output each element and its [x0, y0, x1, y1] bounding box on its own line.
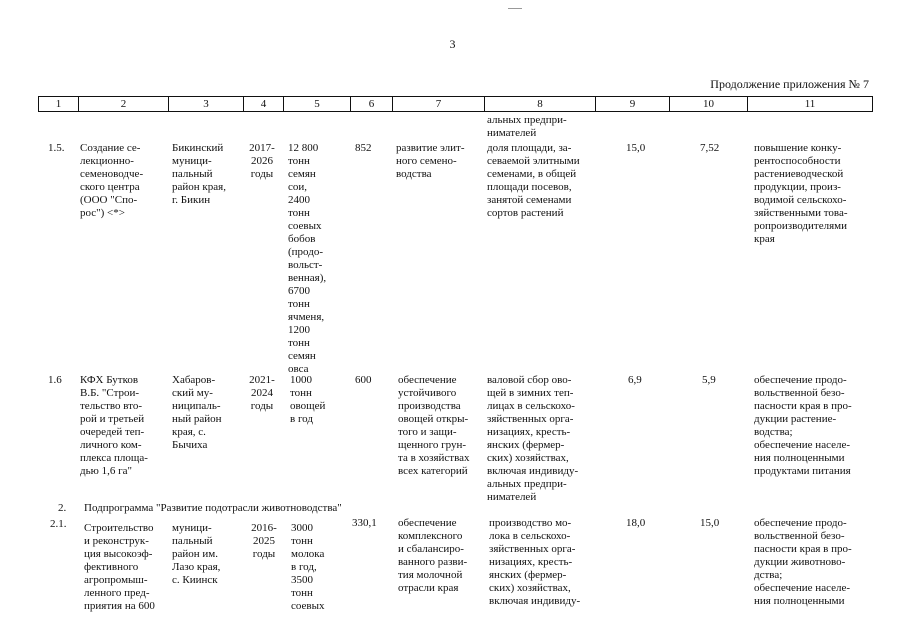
column-header-1: 1	[39, 97, 79, 111]
column-header-6: 6	[351, 97, 393, 111]
project-goal: развитие элит- ного семено- водства	[396, 142, 465, 180]
row-number: 2.1.	[50, 518, 67, 530]
scan-mark	[508, 8, 522, 9]
project-cost: 330,1	[352, 517, 377, 529]
project-cost: 600	[355, 374, 372, 386]
target-indicator: валовой сбор ово- щей в зимних теп- лицах в сельскохо- зяйственных орга- низациях, кресть- янских (фермер- ских) хозяйствах, включая индивиду- альных предпри- нимателей	[487, 374, 579, 503]
column-number-header-row	[38, 96, 873, 112]
column-header-2: 2	[79, 97, 169, 111]
project-cost: 852	[355, 142, 372, 154]
expected-result: обеспечение продо- вольственной безо- пасности края в про- дукции животново- дства; обеспечение населе- ния полноценными	[754, 517, 852, 607]
column-header-4: 4	[244, 97, 284, 111]
column-header-9: 9	[596, 97, 670, 111]
project-goal: обеспечение комплексного и сбалансиро- ванного разви- тия молочной отрасли края	[398, 517, 468, 594]
expected-result: обеспечение продо- вольственной безо- пасности края в про- дукции растение- водства; обеспечение населе- ния полноценными продуктами питания	[754, 374, 852, 477]
project-years: 2016- 2025 годы	[251, 522, 277, 560]
project-location: Хабаров- ский му- ниципаль- ный район края, с. Бычиха	[172, 374, 222, 451]
column-header-11: 11	[804, 98, 816, 110]
page-number: 3	[449, 37, 456, 51]
target-indicator: доля площади, за- севаемой элитными семенами, в общей площади посевов, занятой семенами сортов растений	[487, 142, 580, 219]
indicator-value-col10: 15,0	[700, 517, 720, 529]
project-location: муници- пальный район им. Лазо края, с. Киинск	[172, 522, 221, 586]
project-capacity: 3000 тонн молока в год, 3500 тонн соевых	[291, 522, 325, 612]
column-header-8: 8	[485, 97, 596, 111]
column-header-3: 3	[169, 97, 244, 111]
indicator-value-col9: 6,9	[628, 374, 642, 386]
project-name: Строительство и реконструк- ция высокоэф- фективного агропромыш- ленного пред- приятия на 600	[84, 522, 155, 612]
column-header-10: 10	[670, 97, 748, 111]
project-goal: обеспечение устойчивого производства овощей откры- того и защи- щенного грун- та в хозяйствах всех категорий	[398, 374, 470, 477]
section-title: Подпрограмма "Развитие подотрасли животноводства"	[84, 502, 342, 514]
column-header-7: 7	[393, 97, 485, 111]
carry-over-indicator-text: альных предпри- нимателей	[487, 114, 567, 139]
section-number: 2.	[58, 502, 67, 514]
indicator-value-col10: 7,52	[700, 142, 720, 154]
indicator-value-col9: 18,0	[626, 517, 646, 529]
appendix-continuation-label: Продолжение приложения № 7	[710, 77, 869, 91]
project-capacity: 12 800 тонн семян сои, 2400 тонн соевых бобов (продо- вольст- венная), 6700 тонн ячменя, 1200 тонн семян овса	[288, 142, 327, 375]
indicator-value-col10: 5,9	[702, 374, 716, 386]
row-number: 1.5.	[48, 142, 65, 154]
project-capacity: 1000 тонн овощей в год	[290, 374, 326, 425]
project-years: 2017- 2026 годы	[249, 142, 275, 180]
expected-result: повышение конку- рентоспособности растениеводческой продукции, произ- водимой сельскохо- зяйственными това- ропроизводителями края	[754, 142, 848, 245]
project-location: Бикинский муници- пальный район края, г. Бикин	[172, 142, 226, 206]
project-name: КФХ Бутков В.Б. "Строи- тельство вто- рой и третьей очередей теп- личного ком- плекса площа- дью 1,6 га"	[80, 374, 148, 477]
indicator-value-col9: 15,0	[626, 142, 646, 154]
target-indicator: производство мо- лока в сельскохо- зяйственных орга- низациях, кресть- янских (фермер- ских) хозяйствах, включая индивиду-	[489, 517, 581, 607]
project-years: 2021- 2024 годы	[249, 374, 275, 412]
column-header-5: 5	[284, 97, 351, 111]
project-name: Создание се- лекционно- семеноводче- ского центра (ООО "Спо- рос") <*>	[80, 142, 144, 219]
row-number: 1.6	[48, 374, 62, 386]
